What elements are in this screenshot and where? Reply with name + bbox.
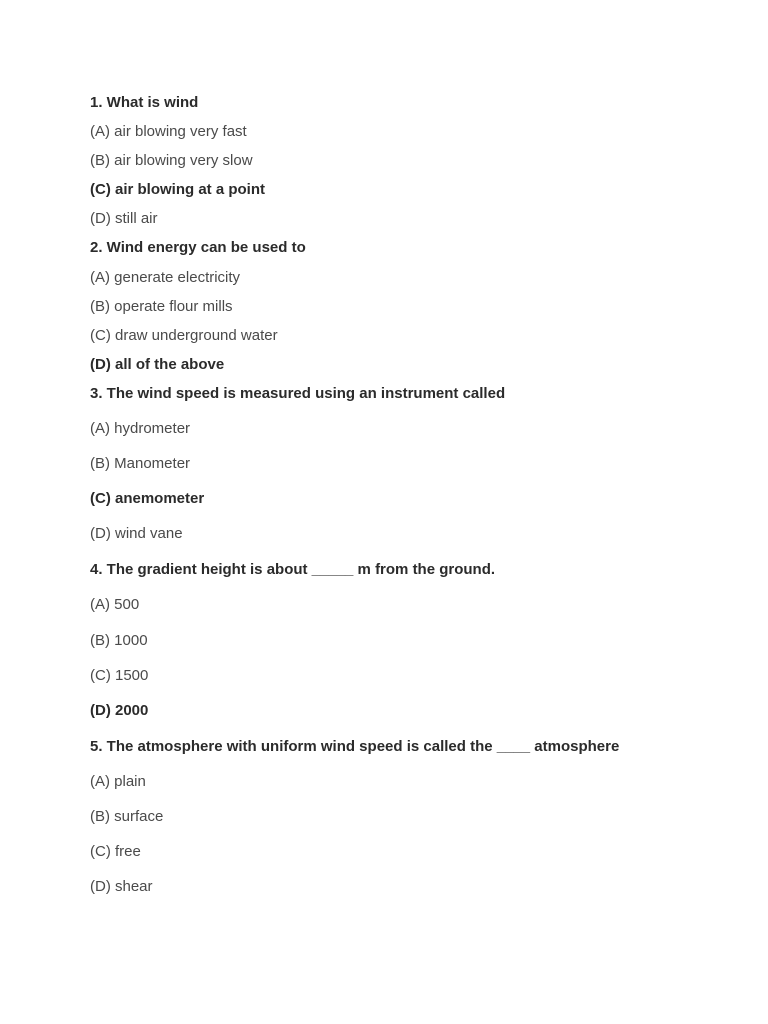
- question-4-option-c: (C) 1500: [90, 667, 149, 684]
- question-2-option-a: (A) generate electricity: [90, 269, 241, 286]
- question-1-option-d: (D) still air: [90, 210, 158, 227]
- question-2-option-b: (B) operate flour mills: [90, 298, 233, 315]
- question-4-option-d-answer: (D) 2000: [90, 702, 149, 719]
- question-3-option-d: (D) wind vane: [90, 525, 183, 542]
- question-3-option-b: (B) Manometer: [90, 455, 191, 472]
- question-3-option-c-answer: (C) anemometer: [90, 490, 205, 507]
- question-3-option-a: (A) hydrometer: [90, 420, 191, 437]
- question-2: 2. Wind energy can be used to: [90, 239, 306, 256]
- question-5: 5. The atmosphere with uniform wind speed is called the ____ atmosphere: [90, 738, 620, 755]
- question-4: 4. The gradient height is about _____ m from the ground.: [90, 561, 496, 578]
- question-5-option-b: (B) surface: [90, 808, 164, 825]
- question-1-option-c-answer: (C) air blowing at a point: [90, 181, 265, 198]
- question-3: 3. The wind speed is measured using an instrument called: [90, 385, 506, 402]
- question-5-option-a: (A) plain: [90, 773, 146, 790]
- question-5-option-c: (C) free: [90, 843, 141, 860]
- question-5-option-d: (D) shear: [90, 878, 153, 895]
- question-1: 1. What is wind: [90, 94, 199, 111]
- question-1-option-b: (B) air blowing very slow: [90, 152, 253, 169]
- question-1-option-a: (A) air blowing very fast: [90, 123, 247, 140]
- question-2-option-d-answer: (D) all of the above: [90, 356, 225, 373]
- question-4-option-a: (A) 500: [90, 596, 140, 613]
- question-2-option-c: (C) draw underground water: [90, 327, 278, 344]
- question-4-option-b: (B) 1000: [90, 632, 148, 649]
